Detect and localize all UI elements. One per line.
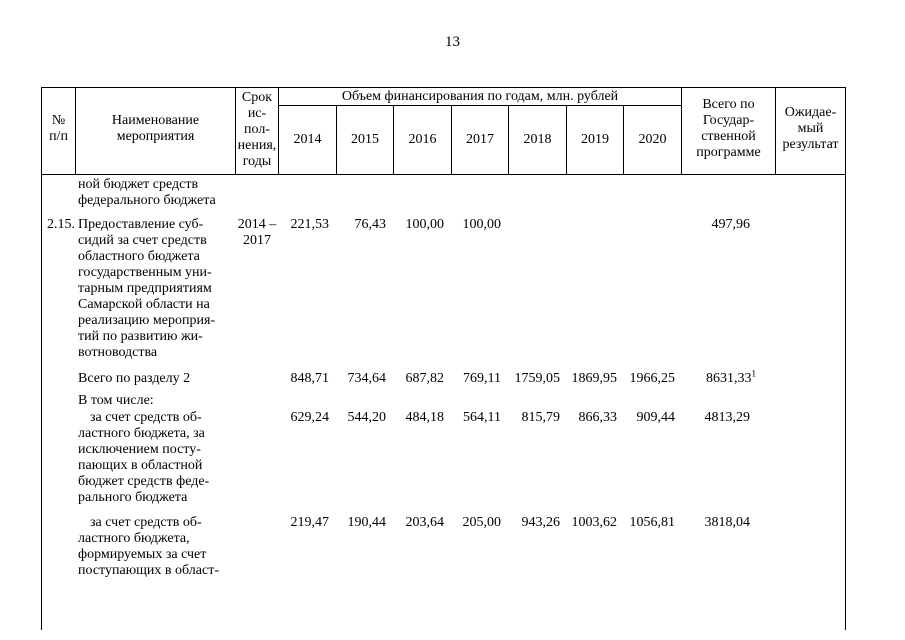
row-name-line: В том числе: <box>78 393 154 408</box>
header-result: Ожидае- мый результат <box>782 105 839 152</box>
cell-total <box>682 217 750 233</box>
row-name-line: тий по развитию жи- <box>78 329 203 344</box>
cell-2016: 484,18 <box>405 410 444 425</box>
header-year-2019: 2019 <box>581 132 609 147</box>
row-name-line: государственным уни- <box>78 265 212 280</box>
row-number: 2.15. <box>47 217 75 232</box>
row-name-line: Всего по разделу 2 <box>78 371 191 386</box>
cell-2018: 815,79 <box>521 410 560 425</box>
header-year-2016: 2016 <box>408 132 437 147</box>
cell-2019: 866,33 <box>578 410 617 425</box>
row-name-line: бюджет средств феде- <box>78 474 210 489</box>
cell-2018: 943,26 <box>521 515 560 530</box>
row-name <box>78 177 234 209</box>
cell-2016: 203,64 <box>405 515 444 530</box>
cell-total <box>682 368 756 387</box>
body-border-left <box>41 175 42 630</box>
row-name-line: Самарской области на <box>78 297 210 312</box>
header-num: № п/п <box>49 113 68 144</box>
row-name-line: за счет средств об- <box>90 410 202 425</box>
cell-2016: 100,00 <box>405 217 444 232</box>
table-header <box>41 87 846 175</box>
row-term: 2014 – 2017 <box>237 217 277 248</box>
header-year-2015: 2015 <box>351 132 379 147</box>
header-year-2014: 2014 <box>293 132 322 147</box>
cell-total-value: 8631,33 <box>706 371 752 386</box>
row-name <box>78 393 234 409</box>
cell-2015: 734,64 <box>347 371 386 386</box>
cell-total <box>682 515 750 531</box>
header-border-bottom <box>41 174 846 175</box>
row-name-line: формируемых за счет <box>78 547 207 562</box>
header-total: Всего по Государ- ственной программе <box>696 97 761 160</box>
row-name-line: рального бюджета <box>78 490 188 505</box>
cell-2017: 205,00 <box>462 515 501 530</box>
header-name: Наименование мероприятия <box>111 113 200 144</box>
row-name-line: тарным предприятиям <box>78 281 212 296</box>
row-name-line: вотноводства <box>78 345 158 360</box>
cell-2014: 629,24 <box>290 410 329 425</box>
header-border-top <box>41 87 846 88</box>
header-term: Срок ис- пол- нения, годы <box>237 90 277 169</box>
cell-2017: 100,00 <box>462 217 501 232</box>
row-name-line: федерального бюджета <box>78 193 216 208</box>
cell-2020: 1966,25 <box>629 371 675 386</box>
footnote-mark: 1 <box>751 368 756 379</box>
cell-2018: 1759,05 <box>514 371 560 386</box>
row-name-line: ной бюджет средств <box>78 177 199 192</box>
cell-2015: 544,20 <box>347 410 386 425</box>
header-year-2020: 2020 <box>638 132 667 147</box>
row-name-line: Предоставление суб- <box>78 217 204 232</box>
header-funding: Объем финансирования по годам, млн. рублей <box>341 89 619 104</box>
row-name-line: ластного бюджета, за <box>78 426 205 441</box>
cell-total-value: 4813,29 <box>704 410 750 425</box>
cell-total-value: 497,96 <box>711 217 750 232</box>
cell-2015: 190,44 <box>347 515 386 530</box>
cell-2014: 848,71 <box>290 371 329 386</box>
cell-2016: 687,82 <box>405 371 444 386</box>
row-name <box>78 410 234 506</box>
cell-2020: 1056,81 <box>629 515 675 530</box>
header-funding-rule <box>278 105 682 106</box>
header-year-2017: 2017 <box>466 132 494 147</box>
cell-total-value: 3818,04 <box>704 515 750 530</box>
row-name-line: реализацию мероприя- <box>78 313 216 328</box>
row-name-line: исключением посту- <box>78 442 201 457</box>
page-number: 13 <box>445 34 460 50</box>
header-border-right <box>845 87 846 175</box>
row-name-line: сидий за счет средств <box>78 233 207 248</box>
cell-2014: 219,47 <box>290 515 329 530</box>
cell-2019: 1869,95 <box>571 371 617 386</box>
cell-2020: 909,44 <box>636 410 675 425</box>
row-name-line: поступающих в област- <box>78 563 220 578</box>
cell-2017: 769,11 <box>463 371 501 386</box>
row-name <box>78 217 234 361</box>
row-name-line: областного бюджета <box>78 249 200 264</box>
header-year-2018: 2018 <box>523 132 552 147</box>
row-name-line: ластного бюджета, <box>78 531 190 546</box>
row-name <box>78 515 234 579</box>
row-name-line: за счет средств об- <box>90 515 202 530</box>
cell-2017: 564,11 <box>463 410 501 425</box>
row-name-line: пающих в областной <box>78 458 203 473</box>
body-border-right <box>845 175 846 630</box>
row-name <box>78 371 234 387</box>
cell-2015: 76,43 <box>354 217 386 232</box>
cell-total <box>682 410 750 426</box>
cell-2019: 1003,62 <box>571 515 617 530</box>
cell-2014: 221,53 <box>290 217 329 232</box>
